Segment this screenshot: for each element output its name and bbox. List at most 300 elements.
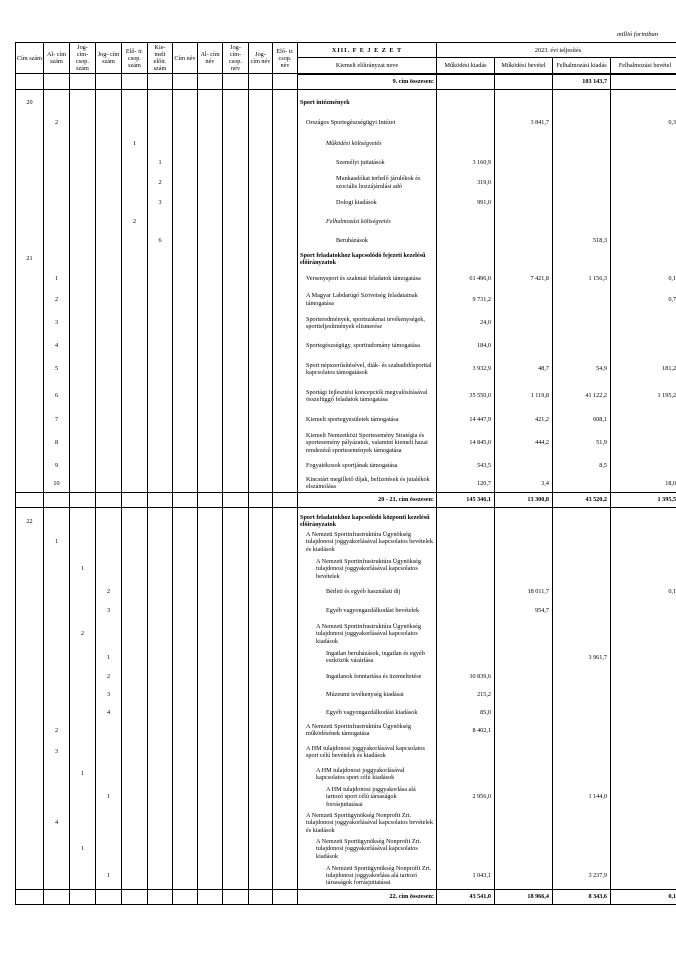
table-cell (16, 783, 44, 810)
table-cell (223, 251, 249, 268)
table-cell (173, 111, 198, 135)
table-cell (249, 135, 273, 153)
table-cell (273, 620, 298, 647)
table-cell: Beruházások (298, 231, 437, 251)
table-cell (198, 667, 223, 685)
table-cell (495, 251, 553, 268)
table-cell: 1 043,1 (437, 862, 495, 889)
table-cell (223, 667, 249, 685)
table-cell (122, 601, 148, 620)
table-cell (16, 647, 44, 667)
table-cell (611, 430, 676, 457)
table-cell: 3 932,9 (437, 356, 495, 383)
table-cell (44, 213, 70, 231)
table-cell (249, 96, 273, 111)
table-cell (96, 410, 122, 430)
table-cell: 1 119,8 (495, 383, 553, 410)
table-cell (223, 862, 249, 889)
table-cell (495, 457, 553, 475)
table-cell (70, 783, 96, 810)
table-cell: Múzeumi tevékenység kiadásai (298, 685, 437, 703)
table-cell (249, 528, 273, 555)
table-cell (122, 475, 148, 493)
table-cell (122, 251, 148, 268)
table-cell (437, 528, 495, 555)
table-cell (553, 703, 611, 721)
table-cell (173, 889, 198, 904)
table-cell: 2 (44, 721, 70, 739)
table-cell (148, 251, 173, 268)
table-row (16, 582, 676, 601)
table-cell (148, 410, 173, 430)
table-cell: 184,0 (437, 337, 495, 356)
table-cell: Sport feladatokhoz kapcsolódó fejezeti kezelésű előirányzatok (298, 251, 437, 268)
table-cell: Dologi kiadások (298, 193, 437, 213)
table-cell (198, 783, 223, 810)
table-cell (223, 889, 249, 904)
table-cell: 991,0 (437, 193, 495, 213)
table-cell (495, 810, 553, 835)
table-cell (495, 514, 553, 528)
table-cell: Sport feladatokhoz kapcsolódó központi kezelésű előirányzatok (298, 514, 437, 528)
table-cell: 22. cím összesen: (298, 889, 437, 904)
table-cell (553, 601, 611, 620)
table-cell (44, 835, 70, 862)
table-cell: Sporteredmények, sportszakmai tevékenységek, sportteljesítmények elismerése (298, 310, 437, 337)
table-cell: 3 160,9 (437, 153, 495, 173)
table-cell (437, 810, 495, 835)
table-cell (553, 764, 611, 783)
table-cell: 145 346,1 (437, 493, 495, 508)
table-cell (173, 337, 198, 356)
table-cell (611, 231, 676, 251)
table-cell (16, 601, 44, 620)
table-cell (249, 111, 273, 135)
table-cell (437, 74, 495, 90)
table-cell: Kincstárt megillető díjak, befizetések és jutalékok elszámolása (298, 475, 437, 493)
table-cell (44, 493, 70, 508)
table-cell: 1 (96, 862, 122, 889)
table-cell (70, 514, 96, 528)
table-cell: 7 (44, 410, 70, 430)
table-row (16, 555, 676, 582)
table-row (16, 514, 676, 528)
col-header: Jog- cím szám (96, 43, 122, 74)
table-cell (273, 647, 298, 667)
table-cell: Versenysport és szakmai feladatok támogatása (298, 268, 437, 290)
table-cell (44, 667, 70, 685)
table-cell (223, 703, 249, 721)
table-cell: 543,5 (437, 457, 495, 475)
table-cell (16, 430, 44, 457)
table-cell: Bérleti és egyéb használati díj (298, 582, 437, 601)
table-cell (16, 193, 44, 213)
table-cell (273, 721, 298, 739)
table-cell (223, 457, 249, 475)
table-cell (148, 96, 173, 111)
table-cell (173, 514, 198, 528)
table-cell (249, 739, 273, 764)
table-cell: 22 (16, 514, 44, 528)
table-cell (273, 231, 298, 251)
table-cell: A Nemzeti Sportügynökség Nonprofit Zrt. tulajdonosi joggyakorlásával kapcsolatos kiadások (298, 835, 437, 862)
table-cell (198, 514, 223, 528)
table-cell (611, 173, 676, 193)
table-cell (273, 601, 298, 620)
table-cell (611, 862, 676, 889)
table-cell (173, 96, 198, 111)
table-cell (273, 783, 298, 810)
table-cell (16, 213, 44, 231)
table-cell (122, 685, 148, 703)
table-cell (437, 647, 495, 667)
table-cell (148, 514, 173, 528)
table-cell (273, 111, 298, 135)
table-cell: 103 143,7 (553, 74, 611, 90)
table-cell (70, 193, 96, 213)
table-cell (44, 173, 70, 193)
table-cell (198, 337, 223, 356)
table-cell (122, 783, 148, 810)
table-row (16, 410, 676, 430)
table-cell (70, 647, 96, 667)
value-col-header: Felhalmozási bevétel (611, 58, 676, 74)
table-cell (44, 555, 70, 582)
table-cell (437, 251, 495, 268)
table-cell (273, 135, 298, 153)
table-cell (223, 193, 249, 213)
table-cell (70, 667, 96, 685)
table-body (16, 74, 676, 905)
table-cell (148, 457, 173, 475)
table-cell (273, 810, 298, 835)
table-cell: 8 (44, 430, 70, 457)
table-cell (273, 356, 298, 383)
table-cell (198, 173, 223, 193)
table-cell (16, 310, 44, 337)
table-cell (198, 764, 223, 783)
table-cell (223, 475, 249, 493)
table-cell (198, 356, 223, 383)
table-cell (96, 96, 122, 111)
table-cell (198, 310, 223, 337)
table-cell (495, 647, 553, 667)
table-cell (273, 290, 298, 310)
table-cell (198, 74, 223, 90)
table-cell (273, 173, 298, 193)
table-cell (495, 213, 553, 231)
table-cell (173, 410, 198, 430)
table-cell (96, 213, 122, 231)
table-cell (273, 862, 298, 889)
table-cell (96, 889, 122, 904)
table-cell (553, 310, 611, 337)
table-cell (148, 783, 173, 810)
table-cell: 2 (44, 290, 70, 310)
table-cell (553, 555, 611, 582)
table-cell: 20 (16, 96, 44, 111)
table-cell (44, 764, 70, 783)
table-cell: 2 (44, 111, 70, 135)
table-cell: Sport intézmények (298, 96, 437, 111)
table-row (16, 111, 676, 135)
table-cell (223, 555, 249, 582)
table-cell: 48,7 (495, 356, 553, 383)
table-cell (122, 862, 148, 889)
table-cell (96, 153, 122, 173)
table-cell (223, 685, 249, 703)
table-cell (122, 74, 148, 90)
table-cell: A Magyar Labdarúgó Szövetség feladatainak támogatása (298, 290, 437, 310)
table-row (16, 739, 676, 764)
table-cell: 4 (44, 810, 70, 835)
table-cell: 2 (148, 173, 173, 193)
table-cell (16, 620, 44, 647)
table-cell: 14 447,9 (437, 410, 495, 430)
table-row (16, 601, 676, 620)
table-cell (16, 383, 44, 410)
table-cell (553, 810, 611, 835)
table-cell (16, 685, 44, 703)
table-cell (273, 383, 298, 410)
table-cell: Ingatlan beruházások, ingatlan és egyéb eszközök vásárlása (298, 647, 437, 667)
table-cell (198, 213, 223, 231)
table-cell (553, 96, 611, 111)
table-cell (122, 268, 148, 290)
table-cell (223, 310, 249, 337)
table-cell (249, 647, 273, 667)
table-cell (148, 739, 173, 764)
table-cell (273, 582, 298, 601)
table-cell: A Nemzeti Sportügynökség Nonprofit Zrt. tulajdonosi joggyakorlása alá tartozó társaságok forrásjuttatásai (298, 862, 437, 889)
table-cell (70, 290, 96, 310)
table-cell (198, 620, 223, 647)
table-row (16, 231, 676, 251)
table-cell (70, 475, 96, 493)
table-cell (437, 835, 495, 862)
table-cell (611, 96, 676, 111)
table-cell (611, 783, 676, 810)
table-cell (70, 96, 96, 111)
table-cell (148, 667, 173, 685)
table-row (16, 685, 676, 703)
col-header: Jog- cím név (249, 43, 273, 74)
table-cell (273, 703, 298, 721)
table-cell: 518,3 (553, 231, 611, 251)
table-cell: 35 550,0 (437, 383, 495, 410)
table-cell (70, 685, 96, 703)
summary-row (16, 889, 676, 904)
table-row (16, 475, 676, 493)
table-cell (198, 703, 223, 721)
col-header: Al- cím szám (44, 43, 70, 74)
table-cell: 3,4 (495, 475, 553, 493)
table-cell (70, 889, 96, 904)
table-cell (198, 153, 223, 173)
table-cell: 1 (70, 835, 96, 862)
table-cell: Kiemelt Nemzetközi Sportesemény Stratégia és sportesemény pályázatok, valamint kiemelt hazai rendezésű sportesemények támogatása (298, 430, 437, 457)
table-cell (198, 457, 223, 475)
table-cell (70, 213, 96, 231)
table-cell (437, 555, 495, 582)
table-cell (122, 310, 148, 337)
table-cell (495, 193, 553, 213)
table-cell (122, 647, 148, 667)
table-cell: 5 (44, 356, 70, 383)
table-cell: 3 (148, 193, 173, 213)
table-cell (198, 862, 223, 889)
table-cell (198, 835, 223, 862)
table-cell (173, 555, 198, 582)
table-cell (96, 231, 122, 251)
table-cell: Ingatlanok fenntartása és üzemeltetése (298, 667, 437, 685)
table-cell (16, 889, 44, 904)
table-cell (173, 862, 198, 889)
table-cell (223, 493, 249, 508)
table-cell: 24,0 (437, 310, 495, 337)
table-cell (70, 173, 96, 193)
table-cell: 3 (96, 601, 122, 620)
table-cell (611, 667, 676, 685)
table-cell (122, 430, 148, 457)
table-cell (611, 685, 676, 703)
table-cell (173, 835, 198, 862)
table-cell (122, 153, 148, 173)
chapter-title: XIII. F E J E Z E T (298, 43, 437, 58)
table-cell (70, 493, 96, 508)
table-cell (553, 251, 611, 268)
table-cell (44, 135, 70, 153)
summary-row (16, 74, 676, 90)
table-cell (16, 862, 44, 889)
col-header: Kie- melt előir. szám (148, 43, 173, 74)
table-cell (96, 310, 122, 337)
table-cell (273, 213, 298, 231)
table-cell (273, 835, 298, 862)
table-cell (249, 410, 273, 430)
table-cell (249, 764, 273, 783)
table-cell: 18,0 (611, 475, 676, 493)
table-cell (273, 514, 298, 528)
table-cell (495, 337, 553, 356)
table-cell (495, 620, 553, 647)
table-cell (198, 582, 223, 601)
table-cell (611, 764, 676, 783)
table-cell (553, 620, 611, 647)
table-row (16, 213, 676, 231)
table-cell: 1 156,3 (553, 268, 611, 290)
table-cell (495, 667, 553, 685)
table-cell: 120,7 (437, 475, 495, 493)
table-cell (122, 96, 148, 111)
table-cell (122, 173, 148, 193)
table-row (16, 457, 676, 475)
table-cell (437, 514, 495, 528)
table-cell (249, 601, 273, 620)
table-cell (70, 739, 96, 764)
table-row (16, 337, 676, 356)
table-cell (122, 193, 148, 213)
table-cell: 20 - 21. cím összesen: (298, 493, 437, 508)
table-cell (495, 555, 553, 582)
table-cell (173, 135, 198, 153)
table-cell (16, 173, 44, 193)
table-cell (437, 620, 495, 647)
table-cell (198, 475, 223, 493)
table-cell (611, 620, 676, 647)
table-cell (249, 555, 273, 582)
table-cell: 3 (44, 739, 70, 764)
table-cell (44, 862, 70, 889)
table-cell: A HM tulajdonosi joggyakorlása alá tartozó sport célú társaságok forrásjuttatásai (298, 783, 437, 810)
table-cell (122, 721, 148, 739)
table-cell (70, 410, 96, 430)
table-cell: 10 (44, 475, 70, 493)
table-cell: 608,1 (553, 410, 611, 430)
table-cell: 954,7 (495, 601, 553, 620)
table-cell (122, 667, 148, 685)
table-cell (553, 111, 611, 135)
table-cell (16, 667, 44, 685)
table-cell (611, 135, 676, 153)
table-cell (611, 647, 676, 667)
table-cell (249, 213, 273, 231)
table-cell (495, 721, 553, 739)
table-cell (173, 383, 198, 410)
table-row (16, 173, 676, 193)
table-cell: 181,2 (611, 356, 676, 383)
table-cell (273, 268, 298, 290)
table-cell (122, 528, 148, 555)
table-cell (273, 251, 298, 268)
table-cell (173, 739, 198, 764)
table-cell (437, 111, 495, 135)
table-cell (44, 685, 70, 703)
table-cell (16, 457, 44, 475)
table-cell (553, 153, 611, 173)
table-cell: A Nemzeti Sportinfrastruktúra Ügynökség tulajdonosi joggyakorlásával kapcsolatos bevételek (298, 555, 437, 582)
table-cell: 1 (96, 647, 122, 667)
table-cell (16, 268, 44, 290)
table-cell (273, 457, 298, 475)
table-cell (16, 835, 44, 862)
table-cell (495, 685, 553, 703)
table-cell (273, 889, 298, 904)
table-cell (148, 493, 173, 508)
year-header: 2023. évi teljesítés (437, 43, 676, 58)
table-cell (122, 410, 148, 430)
table-cell (96, 810, 122, 835)
table-cell (148, 111, 173, 135)
table-cell (273, 555, 298, 582)
table-cell (553, 514, 611, 528)
table-cell (198, 430, 223, 457)
table-cell: 9. cím összesen: (298, 74, 437, 90)
table-cell: Személyi juttatások (298, 153, 437, 173)
table-cell (148, 383, 173, 410)
table-cell (16, 74, 44, 90)
table-cell (249, 251, 273, 268)
table-cell: 0,7 (611, 290, 676, 310)
table-cell (223, 582, 249, 601)
table-cell (173, 173, 198, 193)
table-cell (122, 764, 148, 783)
table-cell (249, 783, 273, 810)
table-cell (223, 764, 249, 783)
table-cell (96, 835, 122, 862)
summary-row (16, 493, 676, 508)
table-cell (495, 528, 553, 555)
